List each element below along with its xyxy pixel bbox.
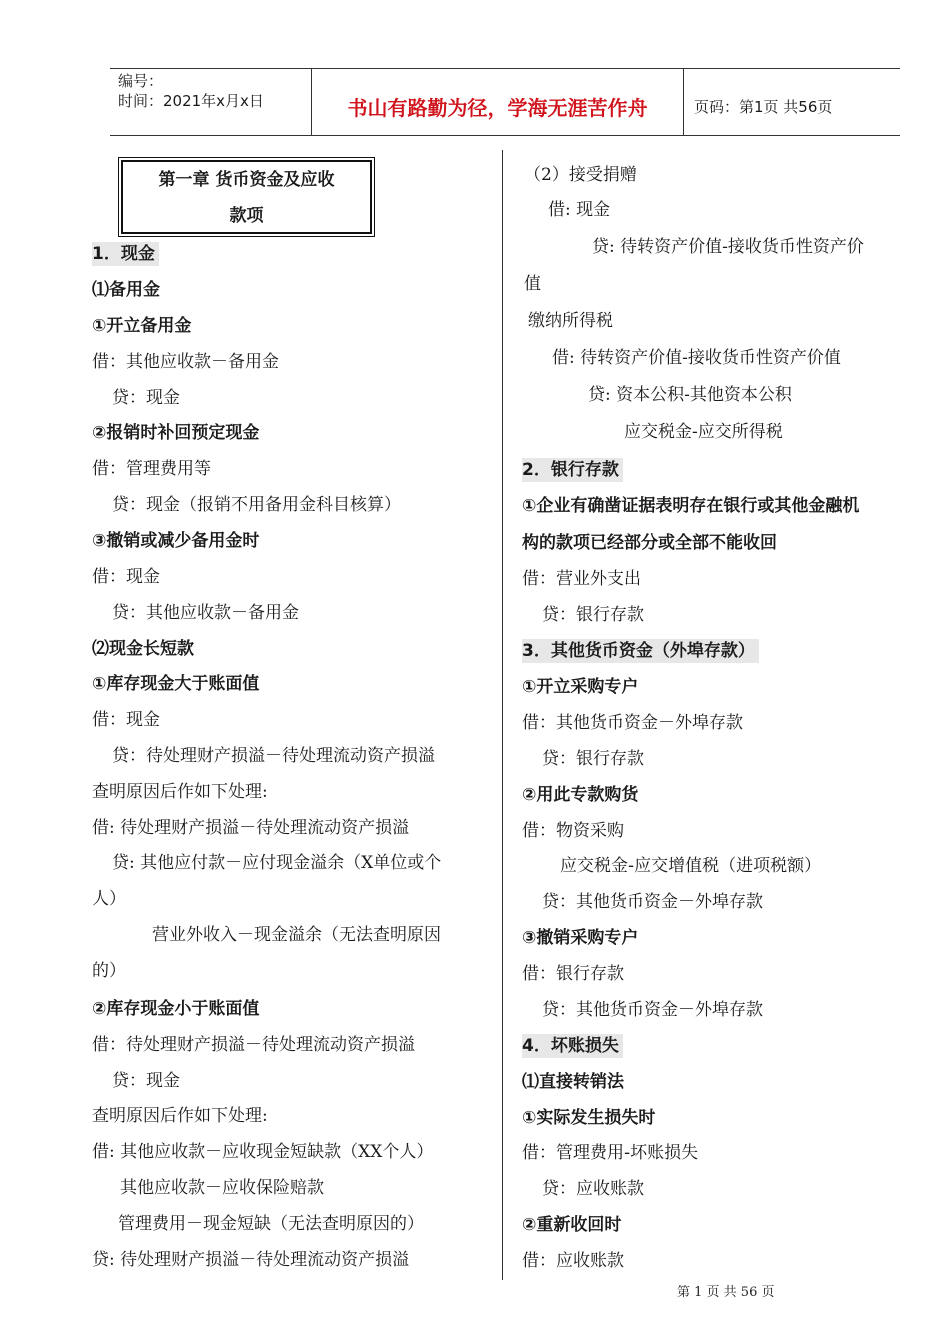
left-column-line: 贷: 其他应付款－应付现金溢余（X单位或个 xyxy=(112,853,442,873)
left-column-line: ①库存现金大于账面值 xyxy=(92,674,260,694)
left-column-line: ②报销时补回预定现金 xyxy=(92,423,260,443)
document-header xyxy=(110,68,900,136)
right-column-line: ①实际发生损失时 xyxy=(522,1108,656,1128)
left-column-line: 贷：待处理财产损溢－待处理流动资产损溢 xyxy=(112,746,435,766)
right-column-line: ①企业有确凿证据表明存在银行或其他金融机 xyxy=(522,496,860,516)
right-column-line: 借：营业外支出 xyxy=(522,569,641,589)
left-column-line: 1．现金 xyxy=(92,242,159,266)
left-column-line: 其他应收款－应收保险赔款 xyxy=(120,1178,324,1198)
left-column-line: 贷: 待处理财产损溢－待处理流动资产损溢 xyxy=(92,1250,410,1270)
header-page-info: 页码：第1页 共56页 xyxy=(694,97,833,116)
right-column-line: 3．其他货币资金（外埠存款） xyxy=(522,639,759,663)
left-column-line: 借：管理费用等 xyxy=(92,459,211,479)
right-column-line: 借: 待转资产价值-接收货币性资产价值 xyxy=(552,348,841,368)
right-column-line: 贷：应收账款 xyxy=(542,1179,644,1199)
right-column-line: （2）接受捐赠 xyxy=(524,165,637,185)
right-column-line: 2．银行存款 xyxy=(522,458,623,482)
column-divider xyxy=(502,150,503,1280)
left-column-line: 借: 待处理财产损溢－待处理流动资产损溢 xyxy=(92,818,410,838)
left-column-line: ①开立备用金 xyxy=(92,316,192,336)
left-column-line: 贷：现金 xyxy=(112,1071,180,1091)
right-column-line: ②用此专款购货 xyxy=(522,785,639,805)
left-column-line: ⑴备用金 xyxy=(92,280,160,300)
left-column-line: 贷：其他应收款－备用金 xyxy=(112,603,299,623)
left-column-line: 的） xyxy=(92,961,126,981)
header-date: 时间：2021年x月x日 xyxy=(118,92,264,110)
right-column-line: 贷：其他货币资金－外埠存款 xyxy=(542,1000,763,1020)
left-column-line: 贷：现金（报销不用备用金科目核算） xyxy=(112,495,401,515)
right-column-line: 借：管理费用-坏账损失 xyxy=(522,1143,699,1163)
right-column-line: 贷：银行存款 xyxy=(542,605,644,625)
right-column-line: 4．坏账损失 xyxy=(522,1034,623,1058)
header-meta xyxy=(110,69,311,135)
right-column-line: ②重新收回时 xyxy=(522,1215,622,1235)
right-column-line: 贷：其他货币资金－外埠存款 xyxy=(542,892,763,912)
left-column-line: 借：现金 xyxy=(92,710,160,730)
left-column-line: 贷：现金 xyxy=(112,388,180,408)
page-footer: 第 1 页 共 56 页 xyxy=(677,1285,775,1300)
right-column-line: 借：银行存款 xyxy=(522,964,624,984)
right-column-line: 贷：银行存款 xyxy=(542,749,644,769)
left-column-line: 营业外收入－现金溢余（无法查明原因 xyxy=(152,925,441,945)
right-column-line: ③撤销采购专户 xyxy=(522,928,639,948)
left-column-line: 借：其他应收款－备用金 xyxy=(92,352,279,372)
right-column-line: 值 xyxy=(524,274,541,294)
right-column-line: ①开立采购专户 xyxy=(522,677,639,697)
right-column-line: 借: 现金 xyxy=(548,200,611,220)
chapter-title-line1: 第一章 货币资金及应收 xyxy=(158,170,335,190)
right-column-line: 应交税金-应交所得税 xyxy=(624,422,783,442)
left-column-line: 查明原因后作如下处理: xyxy=(92,1106,268,1126)
right-column-line: 应交税金-应交增值税（进项税额） xyxy=(560,856,822,876)
left-column-line: 借：现金 xyxy=(92,567,160,587)
chapter-title xyxy=(121,160,372,234)
left-column-line: 借: 其他应收款－应收现金短缺款（XX个人） xyxy=(92,1142,434,1162)
right-column-line: ⑴直接转销法 xyxy=(522,1072,624,1092)
right-column-line: 贷: 待转资产价值-接收货币性资产价 xyxy=(592,237,864,257)
left-column-line: 管理费用－现金短缺（无法查明原因的） xyxy=(118,1214,424,1234)
right-column-line: 缴纳所得税 xyxy=(528,311,613,331)
left-column-line: ③撤销或减少备用金时 xyxy=(92,531,260,551)
chapter-title-box xyxy=(118,157,375,237)
left-column-line: 借：待处理财产损溢－待处理流动资产损溢 xyxy=(92,1035,415,1055)
right-column-line: 借：物资采购 xyxy=(522,821,624,841)
right-column-line: 借：其他货币资金－外埠存款 xyxy=(522,713,743,733)
left-column-line: 查明原因后作如下处理: xyxy=(92,782,268,802)
left-column-line: 人） xyxy=(92,889,126,909)
right-column-line: 借：应收账款 xyxy=(522,1251,624,1271)
left-column-line: ⑵现金长短款 xyxy=(92,639,194,659)
left-column-line: ②库存现金小于账面值 xyxy=(92,999,260,1019)
chapter-title-line2: 款项 xyxy=(229,206,264,226)
right-column-line: 构的款项已经部分或全部不能收回 xyxy=(522,533,777,553)
header-number: 编号： xyxy=(118,72,164,90)
header-motto: 书山有路勤为径，学海无涯苦作舟 xyxy=(311,69,684,135)
right-column-line: 贷: 资本公积-其他资本公积 xyxy=(588,385,792,405)
